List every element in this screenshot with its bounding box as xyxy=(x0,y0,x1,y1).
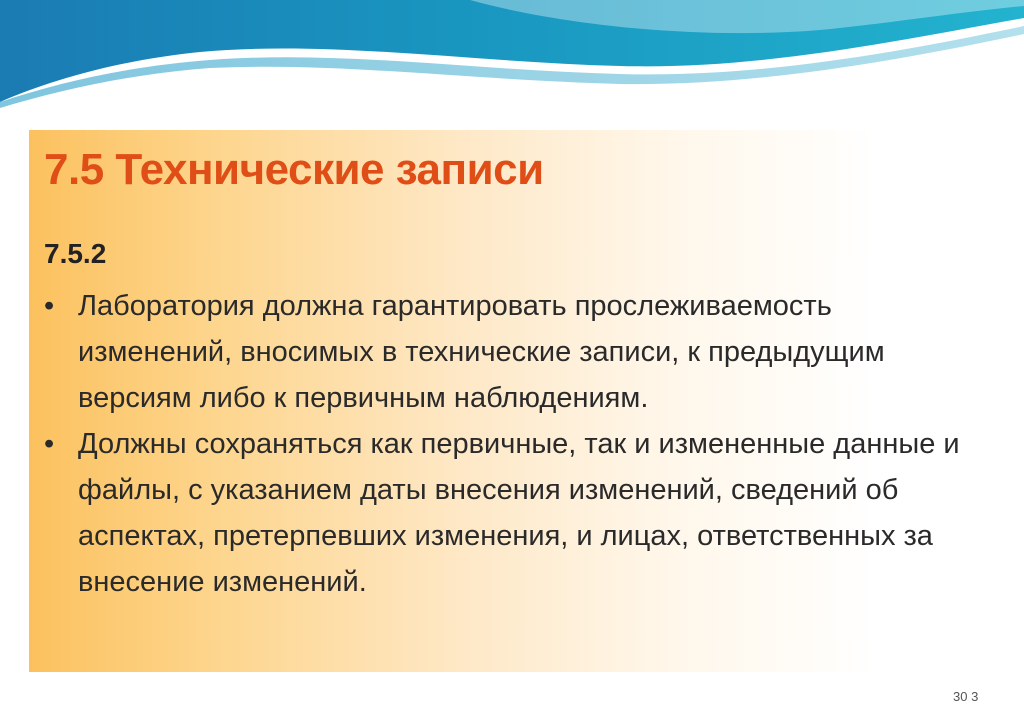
section-number: 7.5.2 xyxy=(44,238,107,269)
page-number: 30 3 xyxy=(953,689,979,704)
bullet-marker: • xyxy=(44,428,55,460)
bullet-item xyxy=(44,283,979,421)
header-wave-decoration xyxy=(0,0,1024,110)
bullet-item xyxy=(44,421,979,605)
bullet-list xyxy=(44,283,979,605)
slide-title: 7.5 Технические записи xyxy=(44,145,544,194)
bullet-marker: • xyxy=(44,290,55,322)
bullet-text: Лаборатория должна гарантировать прослеживаемость изменений, вносимых в технические записи, к предыдущим версиям либо к первичным наблюдениям. xyxy=(78,290,885,414)
bullet-text: Должны сохраняться как первичные, так и измененные данные и файлы, с указанием даты внесения изменений, сведений об аспектах, претерпевших изменения, и лицах, ответственных за внесение изменений. xyxy=(78,428,960,598)
